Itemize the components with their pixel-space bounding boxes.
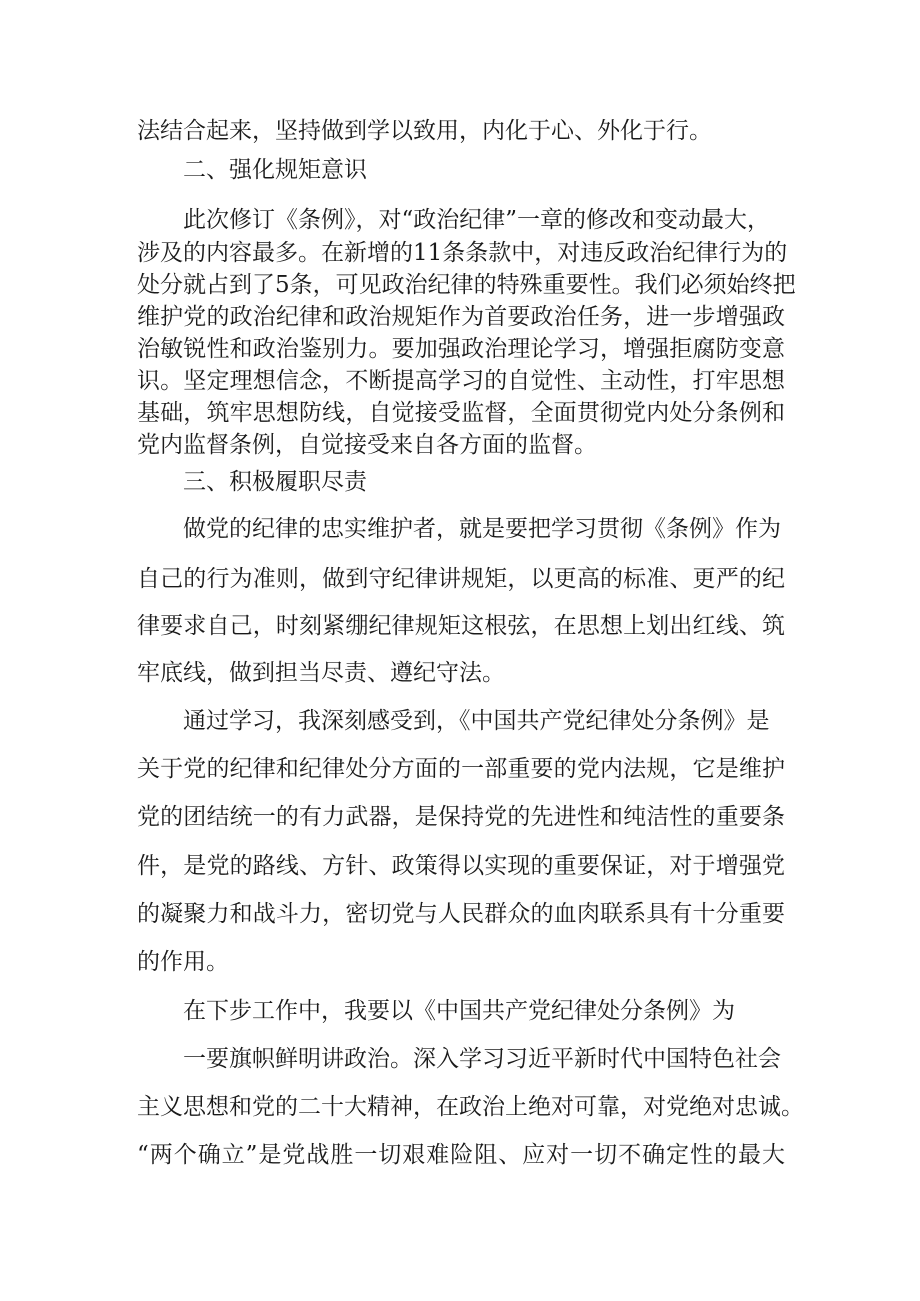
paragraph-line: 涉及的内容最多。在新增的11条条款中，对违反政治纪律行为的 [137, 240, 788, 266]
paragraph-line: 此次修订《条例》，对“政治纪律”一章的修改和变动最大， [183, 207, 771, 233]
paragraph-line: 法结合起来，坚持做到学以致用，内化于心、外化于行。 [137, 118, 712, 144]
paragraph-line: 件，是党的路线、方针、政策得以实现的重要保证，对于增强党 [137, 853, 785, 879]
paragraph-line: 处分就占到了5条，可见政治纪律的特殊重要性。我们必须始终把 [137, 272, 796, 298]
paragraph-line: 在下步工作中，我要以《中国共产党纪律处分条例》为 [183, 998, 735, 1024]
paragraph-line: 一要旗帜鲜明讲政治。深入学习习近平新时代中国特色社会 [183, 1046, 781, 1072]
paragraph-line: 党内监督条例，自觉接受来自各方面的监督。 [137, 432, 597, 458]
paragraph-line: 识。坚定理想信念，不断提高学习的自觉性、主动性，打牢思想 [137, 368, 785, 394]
section-heading-2: 二、强化规矩意识 [183, 157, 367, 183]
paragraph-line: 律要求自己，时刻紧绷纪律规矩这根弦，在思想上划出红线、筑 [137, 613, 785, 639]
paragraph-line: 的作用。 [137, 949, 229, 975]
paragraph-line: 关于党的纪律和纪律处分方面的一部重要的党内法规，它是维护 [137, 756, 785, 782]
section-heading-3: 三、积极履职尽责 [183, 469, 367, 495]
paragraph-line: 主义思想和党的二十大精神，在政治上绝对可靠，对党绝对忠诚。 [137, 1094, 804, 1120]
paragraph-line: 做党的纪律的忠实维护者，就是要把学习贯彻《条例》作为 [183, 516, 781, 542]
paragraph-line: 维护党的政治纪律和政治规矩作为首要政治任务，进一步增强政 [137, 304, 785, 330]
paragraph-line: 通过学习，我深刻感受到，《中国共产党纪律处分条例》是 [183, 708, 770, 734]
paragraph-line: 自己的行为准则，做到守纪律讲规矩，以更高的标准、更严的纪 [137, 566, 785, 592]
paragraph-line: 党的团结统一的有力武器，是保持党的先进性和纯洁性的重要条 [137, 804, 785, 830]
paragraph-line: 基础，筑牢思想防线，自觉接受监督，全面贯彻党内处分条例和 [137, 400, 785, 426]
paragraph-line: 治敏锐性和政治鉴别力。要加强政治理论学习，增强拒腐防变意 [137, 336, 785, 362]
paragraph-line: “两个确立”是党战胜一切艰难险阻、应对一切不确定性的最大 [137, 1142, 785, 1168]
paragraph-line: 牢底线，做到担当尽责、遵纪守法。 [137, 660, 505, 686]
paragraph-line: 的凝聚力和战斗力，密切党与人民群众的血肉联系具有十分重要 [137, 901, 785, 927]
